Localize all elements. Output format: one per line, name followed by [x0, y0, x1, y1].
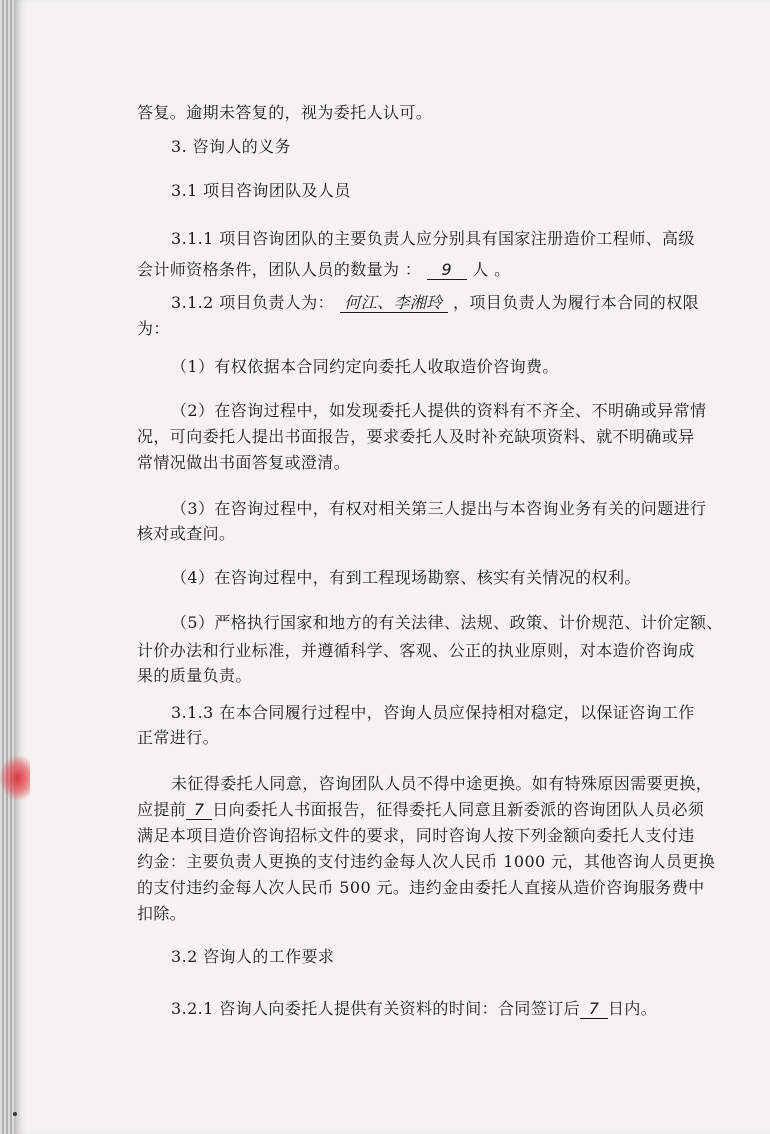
subsection-heading: 3.2 咨询人的工作要求 [171, 947, 335, 966]
list-item: （1）有权依据本合同约定向委托人收取造价咨询费。 [171, 357, 559, 376]
text-line: 为： [137, 319, 170, 338]
filled-project-leads: 何江、李湘玲 [340, 294, 448, 313]
text-segment: 3.2.1 咨询人向委托人提供有关资料的时间：合同签订后 [171, 999, 580, 1018]
text-line: 约金：主要负责人更换的支付违约金每人次人民币 1000 元，其他咨询人员更换 [137, 852, 716, 871]
text-line: 果的质量负责。 [137, 666, 252, 685]
text-segment: ，项目负责人为履行本合同的权限 [453, 293, 700, 312]
text-line [171, 998, 770, 1020]
page-stack-edge [10, 0, 12, 1134]
text-line [137, 799, 770, 821]
filled-notice-days: 7 [186, 801, 212, 820]
text-segment: 会计师资格条件，团队人员的数量为 ： [137, 260, 422, 279]
text-line: 扣除。 [137, 904, 187, 923]
text-line [137, 259, 770, 281]
section-heading: 3. 咨询人的义务 [171, 137, 291, 156]
list-item: （3）在咨询过程中，有权对相关第三人提出与本咨询业务有关的问题进行 [171, 499, 707, 518]
text-segment: 日向委托人书面报告，征得委托人同意且新委派的咨询团队人员必须 [212, 800, 705, 819]
text-segment: 日内。 [608, 999, 658, 1018]
page-stack-edge [2, 0, 4, 1134]
list-item: （5）严格执行国家和地方的有关法律、法规、政策、计价规范、计价定额、 [171, 613, 723, 632]
text-line: 满足本项目造价咨询招标文件的要求，同时咨询人按下列金额向委托人支付违 [137, 826, 695, 845]
text-line: 正常进行。 [137, 728, 220, 747]
text-line: 答复。逾期未答复的，视为委托人认可。 [137, 103, 433, 122]
list-item: （4）在咨询过程中，有到工程现场勘察、核实有关情况的权利。 [171, 568, 641, 587]
text-line: 3.1.3 在本合同履行过程中，咨询人员应保持相对稳定，以保证咨询工作 [171, 703, 695, 722]
text-line: 况，可向委托人提出书面报告，要求委托人及时补充缺项资料、就不明确或异 [137, 427, 695, 446]
text-line: 常情况做出书面答复或澄清。 [137, 453, 351, 472]
text-line: 核对或查问。 [137, 524, 236, 543]
text-segment: 3.1.2 项目负责人为： [171, 293, 334, 312]
text-segment: 应提前 [137, 800, 187, 819]
subsection-heading: 3.1 项目咨询团队及人员 [171, 181, 351, 200]
binding-hole [13, 1112, 17, 1116]
text-line [171, 292, 770, 314]
text-line: 未征得委托人同意，咨询团队人员不得中途更换。如有特殊原因需要更换， [171, 774, 713, 793]
filled-team-size: 9 [427, 261, 467, 280]
list-item: （2）在咨询过程中，如发现委托人提供的资料有不齐全、不明确或异常情 [171, 401, 707, 420]
text-segment: 人 。 [472, 260, 511, 279]
filled-materials-days: 7 [580, 1000, 608, 1019]
text-line: 计价办法和行业标准，并遵循科学、客观、公正的执业原则，对本造价咨询成 [137, 641, 695, 660]
text-line: 3.1.1 项目咨询团队的主要负责人应分别具有国家注册造价工程师、高级 [171, 229, 695, 248]
page-stack-edge [6, 0, 8, 1134]
text-line: 的支付违约金每人次人民币 500 元。违约金由委托人直接从造价咨询服务费中 [137, 878, 705, 897]
red-seal-mark [0, 756, 30, 800]
